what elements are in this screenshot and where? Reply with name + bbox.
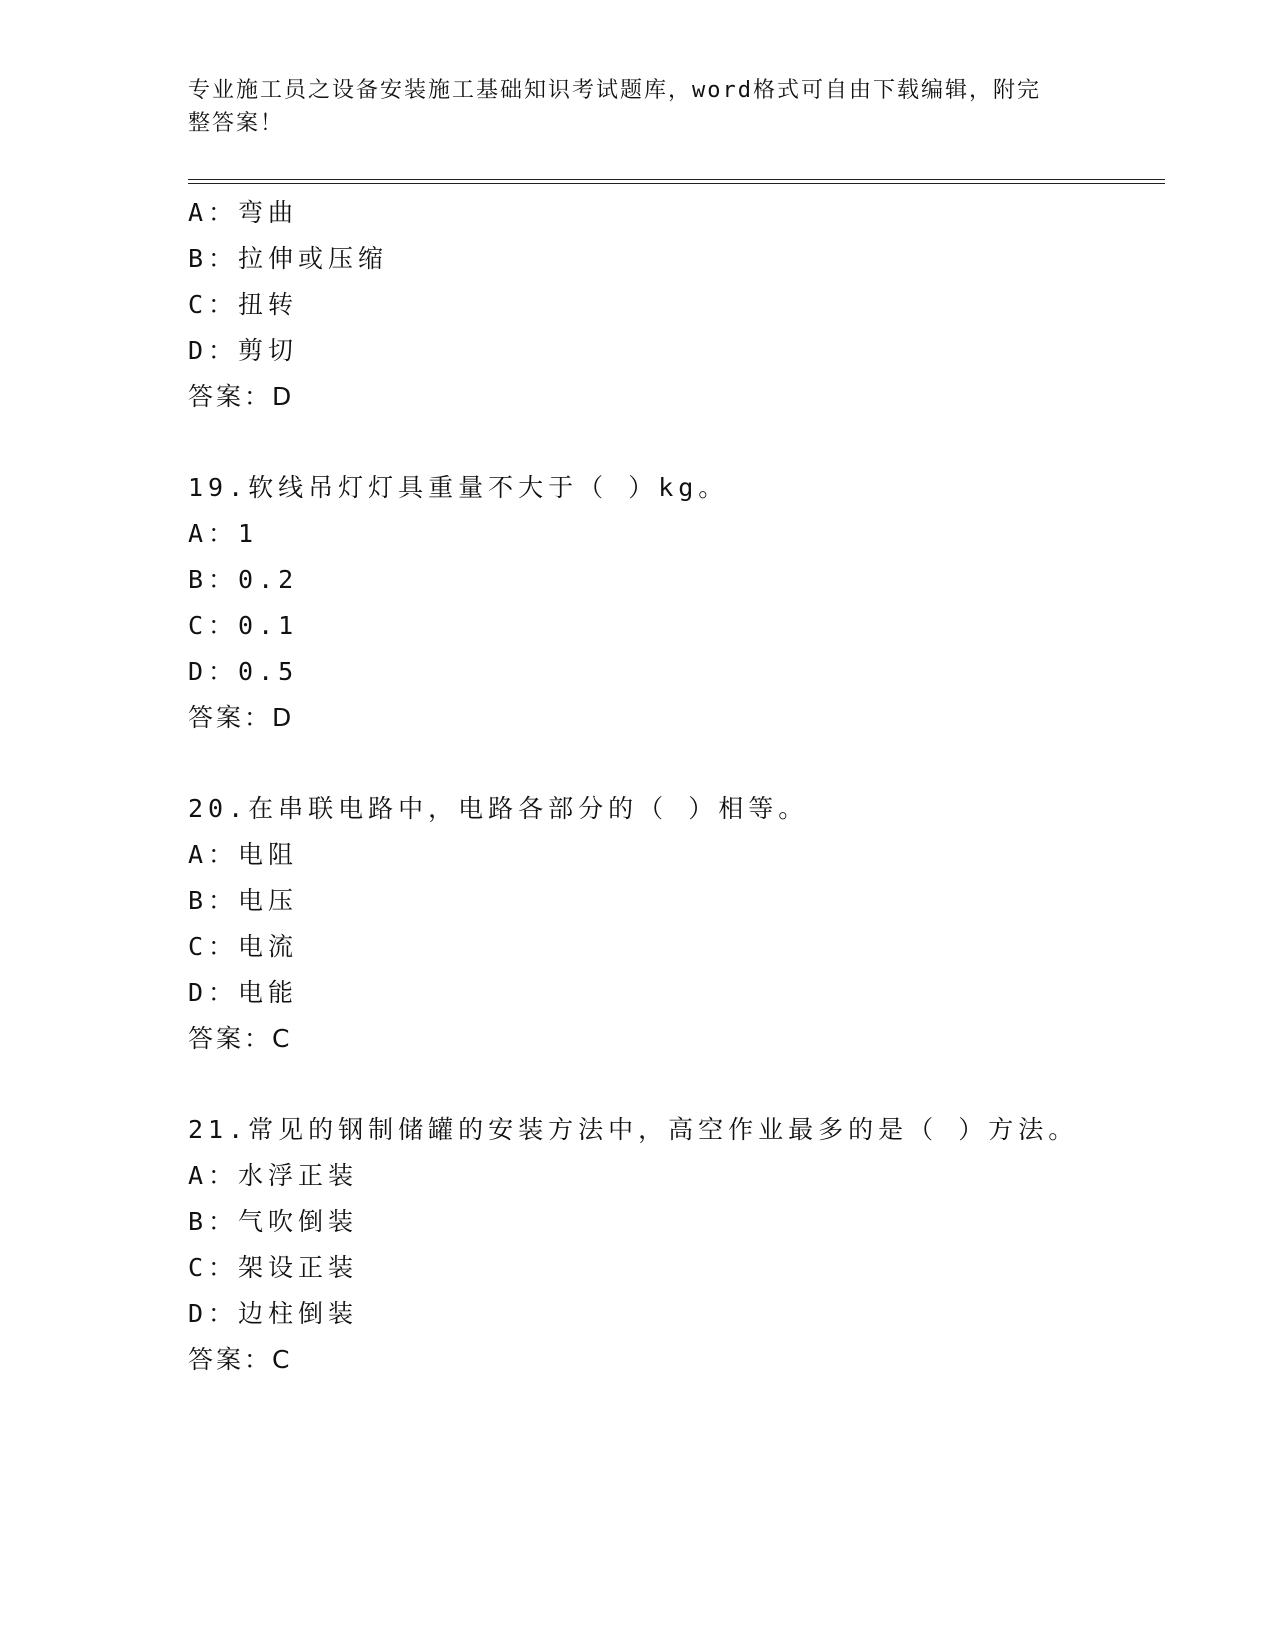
option-c: C：扭转 — [188, 290, 299, 319]
question-stem: 20.在串联电路中，电路各部分的（ ）相等。 — [188, 794, 809, 823]
option-b: B：电压 — [188, 886, 299, 915]
question-stem: 19.软线吊灯灯具重量不大于（ ）kg。 — [188, 473, 729, 502]
header-line-1: 专业施工员之设备安装施工基础知识考试题库，word格式可自由下载编辑，附完 — [188, 78, 1041, 103]
option-d: D：剪切 — [188, 336, 299, 365]
question-fragment — [188, 190, 1165, 420]
document-header — [188, 74, 1088, 140]
answer-line: 答案：C — [188, 1024, 293, 1053]
spacer — [188, 420, 1165, 465]
spacer — [188, 741, 1165, 786]
answer-line: 答案：C — [188, 1345, 293, 1374]
option-b: B：气吹倒装 — [188, 1207, 359, 1236]
question-20 — [188, 786, 1165, 1062]
option-c: C：0.1 — [188, 611, 299, 640]
answer-line: 答案：D — [188, 703, 295, 732]
answer-line: 答案：D — [188, 382, 295, 411]
option-c: C：架设正装 — [188, 1253, 359, 1282]
spacer — [188, 1062, 1165, 1107]
option-a: A：弯曲 — [188, 198, 299, 227]
option-a: A：电阻 — [188, 840, 299, 869]
option-b: B：0.2 — [188, 565, 299, 594]
header-divider-bottom — [188, 183, 1165, 184]
option-c: C：电流 — [188, 932, 299, 961]
option-d: D：电能 — [188, 978, 299, 1007]
question-list — [188, 190, 1165, 1383]
question-stem: 21.常见的钢制储罐的安装方法中，高空作业最多的是（ ）方法。 — [188, 1115, 1079, 1144]
header-divider-top — [188, 179, 1165, 180]
option-a: A：1 — [188, 519, 259, 548]
option-a: A：水浮正装 — [188, 1161, 359, 1190]
option-b: B：拉伸或压缩 — [188, 244, 389, 273]
option-d: D：边柱倒装 — [188, 1299, 359, 1328]
question-21 — [188, 1107, 1165, 1383]
header-line-2: 整答案！ — [188, 111, 285, 136]
question-19 — [188, 465, 1165, 741]
option-d: D：0.5 — [188, 657, 299, 686]
